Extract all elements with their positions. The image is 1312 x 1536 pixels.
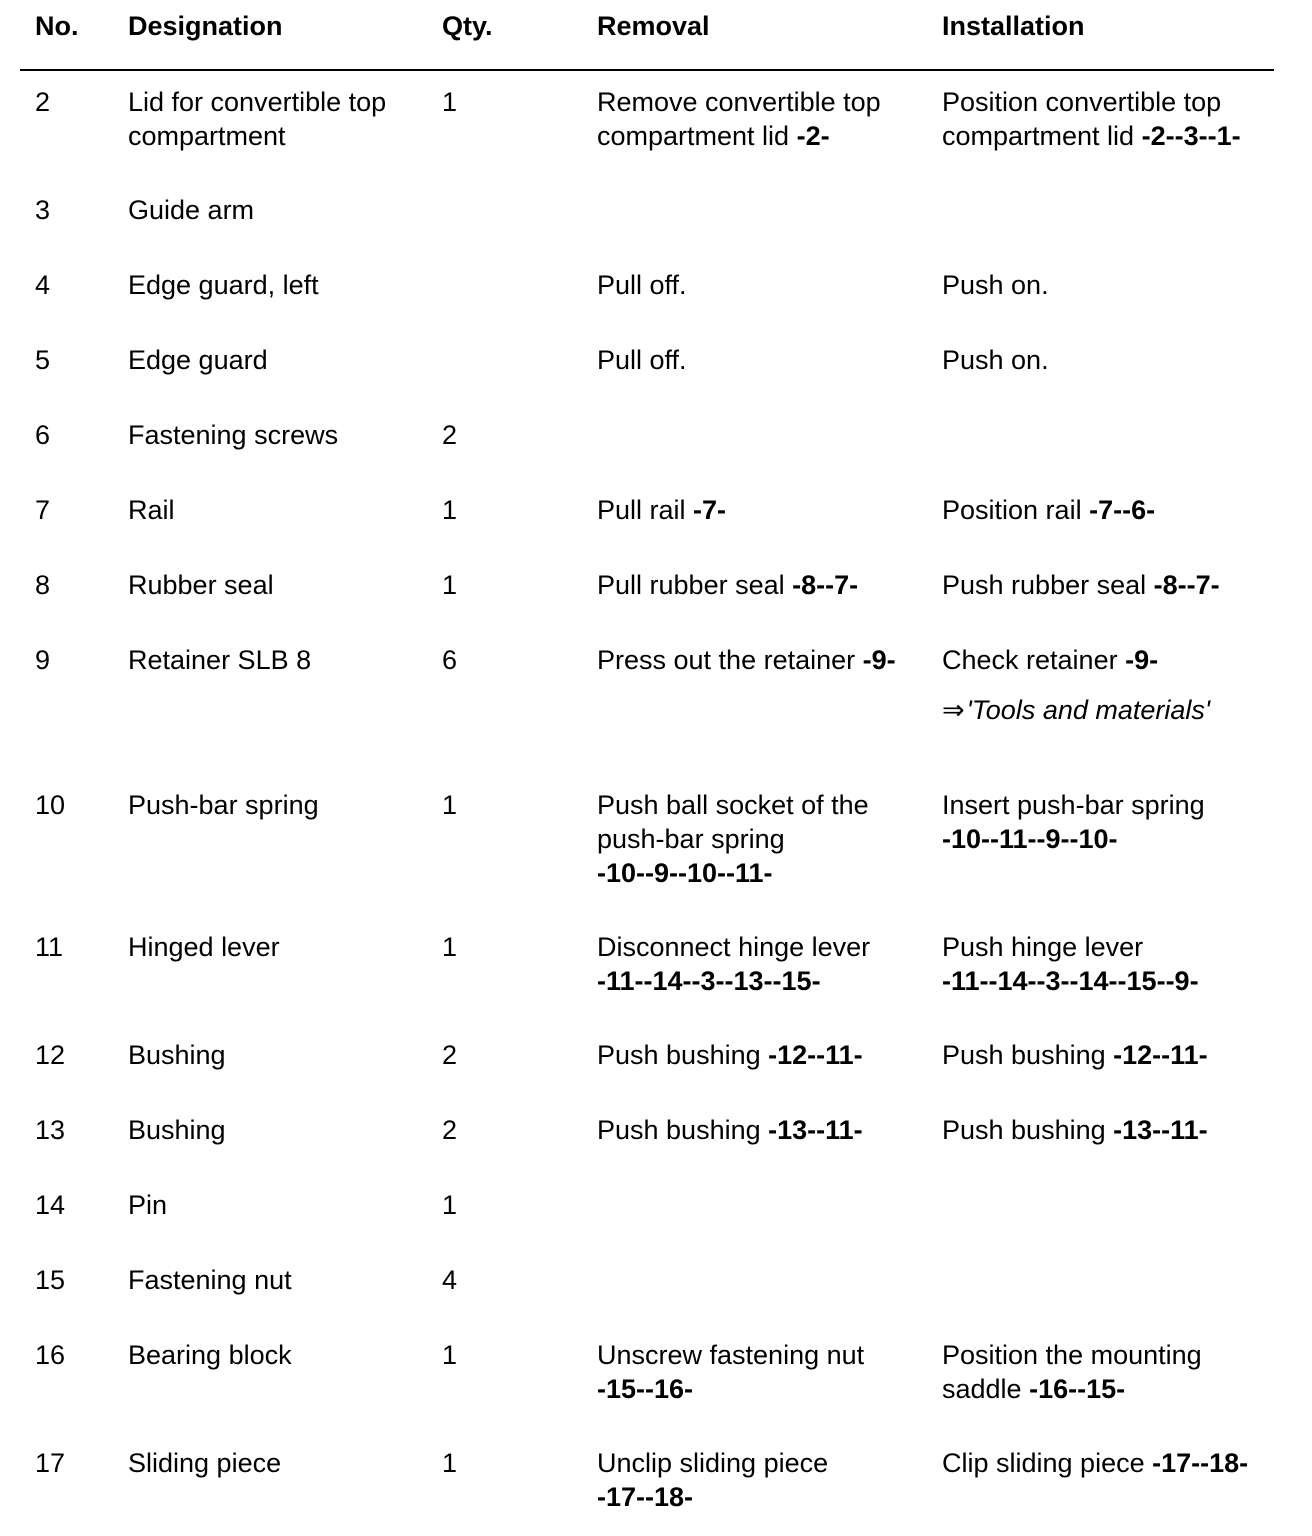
item-quantity: 1 bbox=[442, 1340, 458, 1370]
instruction-text: Push on. bbox=[942, 270, 1049, 300]
item-designation bbox=[128, 193, 428, 227]
item-quantity: 1 bbox=[442, 790, 458, 820]
installation-instruction bbox=[942, 1038, 1272, 1072]
instruction-text: Insert push-bar spring bbox=[942, 790, 1205, 820]
installation-instruction-line bbox=[942, 493, 1272, 527]
removal-instruction-line bbox=[597, 1113, 927, 1147]
installation-instruction-line bbox=[942, 822, 1272, 856]
installation-instruction-line bbox=[942, 568, 1272, 602]
part-ref: -8--7- bbox=[1153, 570, 1220, 600]
item-number: 4 bbox=[35, 270, 51, 300]
table-row bbox=[0, 268, 1312, 343]
installation-instruction-line bbox=[942, 85, 1272, 119]
designation-line: Lid for convertible top bbox=[128, 87, 387, 117]
item-quantity: 2 bbox=[442, 420, 458, 450]
designation-line: Retainer SLB 8 bbox=[128, 645, 312, 675]
item-number: 2 bbox=[35, 87, 51, 117]
table-row bbox=[0, 1113, 1312, 1188]
table-row bbox=[0, 493, 1312, 568]
part-ref: -15--16- bbox=[597, 1374, 694, 1404]
designation-line: Fastening nut bbox=[128, 1265, 292, 1295]
installation-instruction bbox=[942, 85, 1272, 153]
item-quantity: 1 bbox=[442, 932, 458, 962]
removal-instruction bbox=[597, 493, 927, 527]
installation-instruction-line bbox=[942, 930, 1272, 964]
removal-instruction bbox=[597, 343, 927, 377]
instruction-text: Pull rail bbox=[597, 495, 694, 525]
designation-line: Sliding piece bbox=[128, 1448, 282, 1478]
part-ref: -13--11- bbox=[1113, 1115, 1208, 1145]
table-row bbox=[0, 568, 1312, 643]
table-row bbox=[0, 193, 1312, 268]
instruction-text: Push bushing bbox=[942, 1115, 1114, 1145]
header-designation: Designation bbox=[128, 11, 283, 41]
designation-line: compartment bbox=[128, 121, 286, 151]
part-ref: -2--3--1- bbox=[1141, 121, 1241, 151]
header-no: No. bbox=[35, 11, 79, 41]
table-row bbox=[0, 418, 1312, 493]
arrow-right-icon: ⇒ bbox=[942, 695, 965, 725]
designation-line: Pin bbox=[128, 1190, 168, 1220]
designation-line: Bushing bbox=[128, 1115, 226, 1145]
removal-instruction-line bbox=[597, 930, 927, 964]
item-number: 6 bbox=[35, 420, 51, 450]
removal-instruction-line bbox=[597, 1338, 927, 1372]
installation-instruction-line bbox=[942, 119, 1272, 153]
instruction-text: Position the mounting bbox=[942, 1340, 1202, 1370]
item-number: 3 bbox=[35, 195, 51, 225]
item-designation bbox=[128, 1113, 428, 1147]
instruction-text: Position convertible top bbox=[942, 87, 1222, 117]
removal-instruction-line bbox=[597, 788, 927, 822]
part-ref: -12--11- bbox=[1113, 1040, 1208, 1070]
item-designation bbox=[128, 1446, 428, 1480]
removal-instruction-line bbox=[597, 268, 927, 302]
table-body bbox=[0, 85, 1312, 1521]
item-designation bbox=[128, 568, 428, 602]
installation-instruction bbox=[942, 568, 1272, 602]
instruction-text: push-bar spring bbox=[597, 824, 785, 854]
removal-instruction bbox=[597, 788, 927, 890]
installation-instruction bbox=[942, 1446, 1272, 1480]
installation-instruction-line bbox=[942, 964, 1272, 998]
part-ref: -2- bbox=[796, 121, 830, 151]
removal-instruction-line bbox=[597, 856, 927, 890]
instruction-text: Check retainer bbox=[942, 645, 1126, 675]
removal-instruction-line bbox=[597, 1038, 927, 1072]
installation-instruction-line bbox=[942, 1038, 1272, 1072]
item-designation bbox=[128, 343, 428, 377]
table-row bbox=[0, 930, 1312, 1038]
removal-instruction-line bbox=[597, 1446, 927, 1480]
instruction-text: Disconnect hinge lever bbox=[597, 932, 871, 962]
part-ref: -13--11- bbox=[768, 1115, 863, 1145]
header-qty: Qty. bbox=[442, 11, 493, 41]
removal-instruction bbox=[597, 930, 927, 998]
header-divider bbox=[20, 69, 1274, 71]
item-number: 10 bbox=[35, 790, 66, 820]
item-designation bbox=[128, 788, 428, 822]
item-quantity: 2 bbox=[442, 1115, 458, 1145]
instruction-text: compartment lid bbox=[597, 121, 797, 151]
item-designation bbox=[128, 1263, 428, 1297]
item-number: 15 bbox=[35, 1265, 66, 1295]
installation-instruction-line bbox=[942, 1372, 1272, 1406]
installation-instruction bbox=[942, 1338, 1272, 1406]
item-quantity: 1 bbox=[442, 87, 458, 117]
instruction-text: Push rubber seal bbox=[942, 570, 1154, 600]
item-designation bbox=[128, 268, 428, 302]
instruction-text: Clip sliding piece bbox=[942, 1448, 1153, 1478]
table-row bbox=[0, 85, 1312, 193]
item-quantity: 1 bbox=[442, 495, 458, 525]
item-designation bbox=[128, 1338, 428, 1372]
table-row bbox=[0, 1263, 1312, 1338]
instruction-text: Pull off. bbox=[597, 345, 687, 375]
installation-instruction-line bbox=[942, 643, 1272, 677]
removal-instruction-line bbox=[597, 822, 927, 856]
item-quantity: 1 bbox=[442, 570, 458, 600]
part-ref: -9- bbox=[1125, 645, 1159, 675]
part-ref: -7- bbox=[693, 495, 727, 525]
designation-line: Edge guard bbox=[128, 345, 268, 375]
part-ref: -12--11- bbox=[768, 1040, 863, 1070]
designation-line: Guide arm bbox=[128, 195, 255, 225]
installation-instruction bbox=[942, 343, 1272, 377]
instruction-text: Push hinge lever bbox=[942, 932, 1144, 962]
instruction-text: Position rail bbox=[942, 495, 1090, 525]
table-header bbox=[0, 9, 1312, 43]
designation-line: Fastening screws bbox=[128, 420, 339, 450]
item-designation bbox=[128, 1188, 428, 1222]
item-number: 8 bbox=[35, 570, 51, 600]
cross-reference-note bbox=[942, 693, 1272, 727]
item-number: 11 bbox=[35, 932, 64, 962]
part-ref: -8--7- bbox=[792, 570, 859, 600]
part-ref: -10--11--9--10- bbox=[942, 824, 1118, 854]
installation-instruction bbox=[942, 930, 1272, 998]
removal-instruction-line bbox=[597, 1480, 927, 1514]
designation-line: Rail bbox=[128, 495, 175, 525]
table-row bbox=[0, 788, 1312, 930]
part-ref: -17--18- bbox=[1152, 1448, 1249, 1478]
part-ref: -16--15- bbox=[1029, 1374, 1126, 1404]
header-installation: Installation bbox=[942, 11, 1085, 41]
installation-instruction bbox=[942, 1113, 1272, 1147]
item-designation bbox=[128, 930, 428, 964]
item-quantity: 6 bbox=[442, 645, 458, 675]
item-quantity: 2 bbox=[442, 1040, 458, 1070]
instruction-text: Pull rubber seal bbox=[597, 570, 793, 600]
table-row bbox=[0, 1188, 1312, 1263]
removal-instruction-line bbox=[597, 643, 927, 677]
item-designation bbox=[128, 85, 428, 153]
designation-line: Edge guard, left bbox=[128, 270, 319, 300]
instruction-text: Push ball socket of the bbox=[597, 790, 869, 820]
reference-link-text: 'Tools and materials' bbox=[966, 695, 1211, 725]
part-ref: -10--9--10--11- bbox=[597, 858, 773, 888]
table-row bbox=[0, 343, 1312, 418]
table-row bbox=[0, 1338, 1312, 1446]
instruction-text: Push bushing bbox=[942, 1040, 1114, 1070]
removal-instruction-line bbox=[597, 964, 927, 998]
installation-instruction-line bbox=[942, 1338, 1272, 1372]
designation-line: Hinged lever bbox=[128, 932, 280, 962]
instruction-text: Unscrew fastening nut bbox=[597, 1340, 865, 1370]
installation-instruction bbox=[942, 788, 1272, 856]
installation-instruction-line bbox=[942, 1113, 1272, 1147]
installation-instruction bbox=[942, 643, 1272, 727]
removal-instruction-line bbox=[597, 343, 927, 377]
item-number: 17 bbox=[35, 1448, 66, 1478]
item-number: 7 bbox=[35, 495, 51, 525]
removal-instruction-line bbox=[597, 119, 927, 153]
item-designation bbox=[128, 1038, 428, 1072]
table-row bbox=[0, 643, 1312, 788]
installation-instruction-line bbox=[942, 788, 1272, 822]
removal-instruction bbox=[597, 85, 927, 153]
part-ref: -9- bbox=[862, 645, 896, 675]
removal-instruction-line bbox=[597, 493, 927, 527]
item-designation bbox=[128, 418, 428, 452]
installation-instruction bbox=[942, 493, 1272, 527]
item-number: 14 bbox=[35, 1190, 66, 1220]
removal-instruction-line bbox=[597, 85, 927, 119]
designation-line: Bearing block bbox=[128, 1340, 292, 1370]
removal-instruction bbox=[597, 643, 927, 677]
item-designation bbox=[128, 493, 428, 527]
removal-instruction bbox=[597, 568, 927, 602]
installation-instruction-line bbox=[942, 1446, 1272, 1480]
header-removal: Removal bbox=[597, 11, 710, 41]
item-quantity: 1 bbox=[442, 1190, 458, 1220]
instruction-text: Push bushing bbox=[597, 1115, 769, 1145]
instruction-text: Push bushing bbox=[597, 1040, 769, 1070]
instruction-text: compartment lid bbox=[942, 121, 1142, 151]
designation-line: Push-bar spring bbox=[128, 790, 319, 820]
part-ref: -11--14--3--13--15- bbox=[597, 966, 821, 996]
removal-instruction bbox=[597, 1338, 927, 1406]
part-ref: -7--6- bbox=[1089, 495, 1156, 525]
removal-instruction bbox=[597, 1038, 927, 1072]
designation-line: Rubber seal bbox=[128, 570, 274, 600]
item-number: 12 bbox=[35, 1040, 66, 1070]
instruction-text: saddle bbox=[942, 1374, 1030, 1404]
instruction-text: Push on. bbox=[942, 345, 1049, 375]
table-row bbox=[0, 1446, 1312, 1521]
instruction-text: Pull off. bbox=[597, 270, 687, 300]
item-number: 9 bbox=[35, 645, 51, 675]
part-ref: -11--14--3--14--15--9- bbox=[942, 966, 1199, 996]
designation-line: Bushing bbox=[128, 1040, 226, 1070]
item-designation bbox=[128, 643, 428, 677]
removal-instruction bbox=[597, 1113, 927, 1147]
part-ref: -17--18- bbox=[597, 1482, 694, 1512]
instruction-text: Unclip sliding piece bbox=[597, 1448, 829, 1478]
instruction-text: Remove convertible top bbox=[597, 87, 881, 117]
installation-instruction bbox=[942, 268, 1272, 302]
removal-instruction bbox=[597, 268, 927, 302]
item-quantity: 1 bbox=[442, 1448, 458, 1478]
instruction-text: Press out the retainer bbox=[597, 645, 863, 675]
item-number: 5 bbox=[35, 345, 51, 375]
item-quantity: 4 bbox=[442, 1265, 458, 1295]
item-number: 16 bbox=[35, 1340, 66, 1370]
installation-instruction-line bbox=[942, 343, 1272, 377]
table-row bbox=[0, 1038, 1312, 1113]
removal-instruction bbox=[597, 1446, 927, 1514]
installation-instruction-line bbox=[942, 268, 1272, 302]
removal-instruction-line bbox=[597, 568, 927, 602]
removal-instruction-line bbox=[597, 1372, 927, 1406]
item-number: 13 bbox=[35, 1115, 66, 1145]
